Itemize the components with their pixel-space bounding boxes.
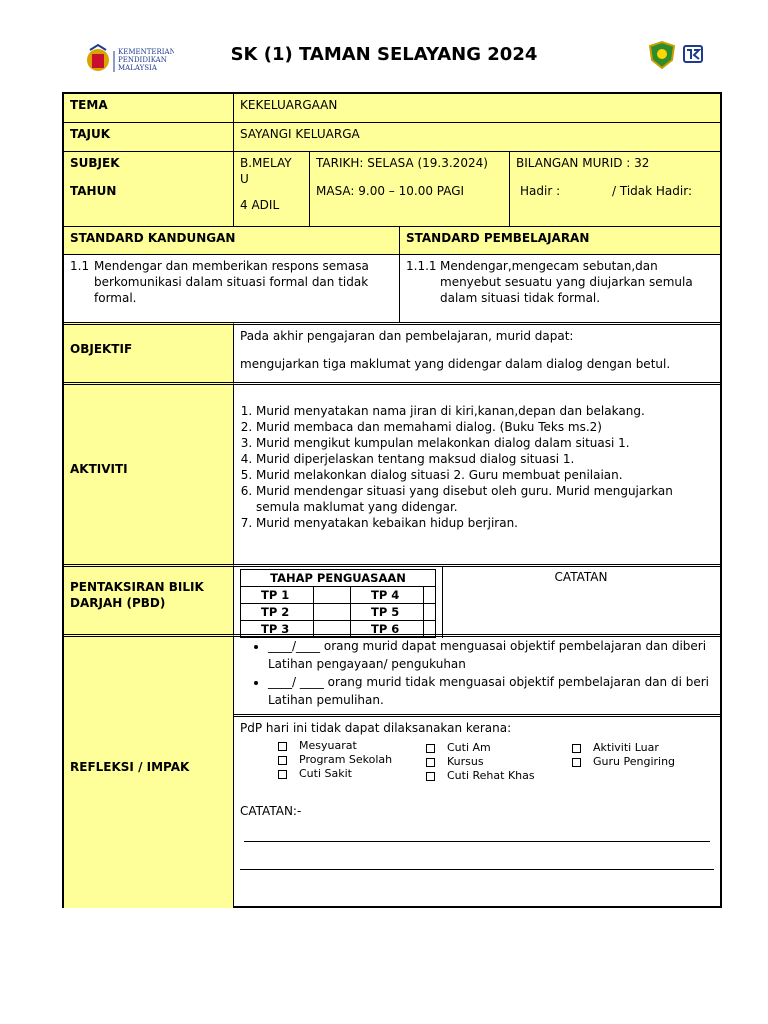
lesson-plan-table xyxy=(62,92,722,908)
refleksi-bullets xyxy=(240,637,714,709)
tema-value: KEKELUARGAAN xyxy=(234,94,720,123)
tp-cell: TP 2 xyxy=(241,604,314,621)
tarikh: TARIKH: SELASA (19.3.2024) xyxy=(316,156,488,170)
tema-label: TEMA xyxy=(64,94,234,123)
hadir: Hadir : xyxy=(520,184,561,198)
objektif-text: mengujarkan tiga maklumat yang didengar dalam dialog dengan betul. xyxy=(240,357,671,371)
list-item: • ____/ ____ orang murid tidak menguasai objektif pembelajaran dan di beri Latihan pemulihan. xyxy=(268,673,714,709)
tp-cell: TP 4 xyxy=(351,587,424,604)
tp-cell: TP 5 xyxy=(351,604,424,621)
checkbox-item[interactable]: Cuti Am xyxy=(426,741,535,755)
svg-text:PENDIDIKAN: PENDIDIKAN xyxy=(118,56,167,64)
pembelajaran-text: Mendengar,mengecam sebutan,dan menyebut sesuatu yang diujarkan semula dalam situasi tidak formal. xyxy=(440,259,693,305)
svg-text:KEMENTERIAN: KEMENTERIAN xyxy=(118,48,174,56)
tp-cell: TP 1 xyxy=(241,587,314,604)
checkbox-icon[interactable] xyxy=(278,742,287,751)
list-item: 7. Murid menyatakan kebaikan hidup berjiran. xyxy=(256,515,714,531)
standard-kandungan xyxy=(64,255,400,323)
tp-cell: TP 6 xyxy=(351,621,424,638)
catatan-line-1[interactable] xyxy=(244,841,710,842)
pembelajaran-number: 1.1.1 xyxy=(406,259,437,273)
reasons-col1 xyxy=(278,739,392,781)
tarikh-masa xyxy=(310,152,510,227)
list-item: 2. Murid membaca dan memahami dialog. (Buku Teks ms.2) xyxy=(256,419,714,435)
subjek-tahun-labels xyxy=(64,152,234,227)
list-item: 6. Murid mendengar situasi yang disebut oleh guru. Murid mengujarkan semula maklumat yang didengar. xyxy=(256,483,714,515)
pbd-label: PENTAKSIRAN BILIK DARJAH (PBD) xyxy=(64,564,234,635)
aktiviti-list xyxy=(240,403,714,531)
tidak-hadir: / Tidak Hadir: xyxy=(612,184,692,198)
checkbox-item[interactable]: Mesyuarat xyxy=(278,739,392,753)
list-item: 3. Murid mengikut kumpulan melakonkan dialog dalam situasi 1. xyxy=(256,435,714,451)
checkbox-item[interactable]: Cuti Rehat Khas xyxy=(426,769,535,783)
checkbox-icon[interactable] xyxy=(278,770,287,779)
checkbox-icon[interactable] xyxy=(426,744,435,753)
pdp-text: PdP hari ini tidak dapat dilaksanakan kerana: xyxy=(240,721,512,735)
school-logo xyxy=(646,40,706,70)
refleksi-label: REFLEKSI / IMPAK xyxy=(64,634,234,908)
reasons-col2 xyxy=(426,741,535,783)
tahap-penguasaan-header: TAHAP PENGUASAAN xyxy=(241,570,436,587)
bilangan-murid xyxy=(510,152,720,227)
table-row xyxy=(241,587,436,604)
standard-pembelajaran-label: STANDARD PEMBELAJARAN xyxy=(400,227,720,255)
tahun-label: TAHUN xyxy=(70,184,117,198)
aktiviti-label: AKTIVITI xyxy=(64,382,234,565)
list-item: 1. Murid menyatakan nama jiran di kiri,kanan,depan dan belakang. xyxy=(256,403,714,419)
kandungan-text: Mendengar dan memberikan respons semasa berkomunikasi dalam situasi formal dan tidak formal. xyxy=(94,259,369,305)
tp-cell: TP 3 xyxy=(241,621,314,638)
checkbox-icon[interactable] xyxy=(426,772,435,781)
refleksi-bullets-cell xyxy=(234,634,720,718)
objektif-content xyxy=(234,322,720,383)
tajuk-label: TAJUK xyxy=(64,123,234,152)
list-item: • ____/____ orang murid dapat menguasai objektif pembelajaran dan diberi Latihan pengayaan/ pengukuhan xyxy=(268,637,714,673)
bilangan: BILANGAN MURID : 32 xyxy=(516,156,650,170)
list-item: 5. Murid melakonkan dialog situasi 2. Guru membuat penilaian. xyxy=(256,467,714,483)
svg-text:MALAYSIA: MALAYSIA xyxy=(118,64,157,72)
table-row xyxy=(241,604,436,621)
checkbox-icon[interactable] xyxy=(426,758,435,767)
tahap-penguasaan-table xyxy=(240,569,436,638)
reasons-col3 xyxy=(572,741,675,769)
checkbox-item[interactable]: Program Sekolah xyxy=(278,753,392,767)
checkbox-icon[interactable] xyxy=(572,758,581,767)
checkbox-icon[interactable] xyxy=(572,744,581,753)
catatan-refleksi-label: CATATAN:- xyxy=(240,804,302,818)
checkbox-item[interactable]: Kursus xyxy=(426,755,535,769)
checkbox-item[interactable]: Cuti Sakit xyxy=(278,767,392,781)
checkbox-item[interactable]: Guru Pengiring xyxy=(572,755,675,769)
standard-pembelajaran xyxy=(400,255,720,323)
checkbox-icon[interactable] xyxy=(278,756,287,765)
checkbox-item[interactable]: Aktiviti Luar xyxy=(572,741,675,755)
subjek-value: B.MELAY U xyxy=(240,156,292,186)
pbd-content xyxy=(234,564,720,635)
objektif-intro: Pada akhir pengajaran dan pembelajaran, murid dapat: xyxy=(240,329,574,343)
subjek-tahun-values xyxy=(234,152,310,227)
standard-kandungan-label: STANDARD KANDUNGAN xyxy=(64,227,400,255)
objektif-label: OBJEKTIF xyxy=(64,322,234,383)
kandungan-number: 1.1 xyxy=(70,259,90,273)
page-title: SK (1) TAMAN SELAYANG 2024 xyxy=(230,44,538,65)
aktiviti-content xyxy=(234,382,720,565)
catatan-line-2[interactable] xyxy=(240,869,714,870)
masa: MASA: 9.00 – 10.00 PAGI xyxy=(316,184,465,198)
subjek-label: SUBJEK xyxy=(70,156,120,170)
tajuk-value: SAYANGI KELUARGA xyxy=(234,123,720,152)
catatan-pbd: CATATAN xyxy=(554,570,608,584)
pdp-cell xyxy=(234,714,720,908)
list-item: 4. Murid diperjelaskan tentang maksud dialog situasi 1. xyxy=(256,451,714,467)
tahun-value: 4 ADIL xyxy=(240,198,280,212)
